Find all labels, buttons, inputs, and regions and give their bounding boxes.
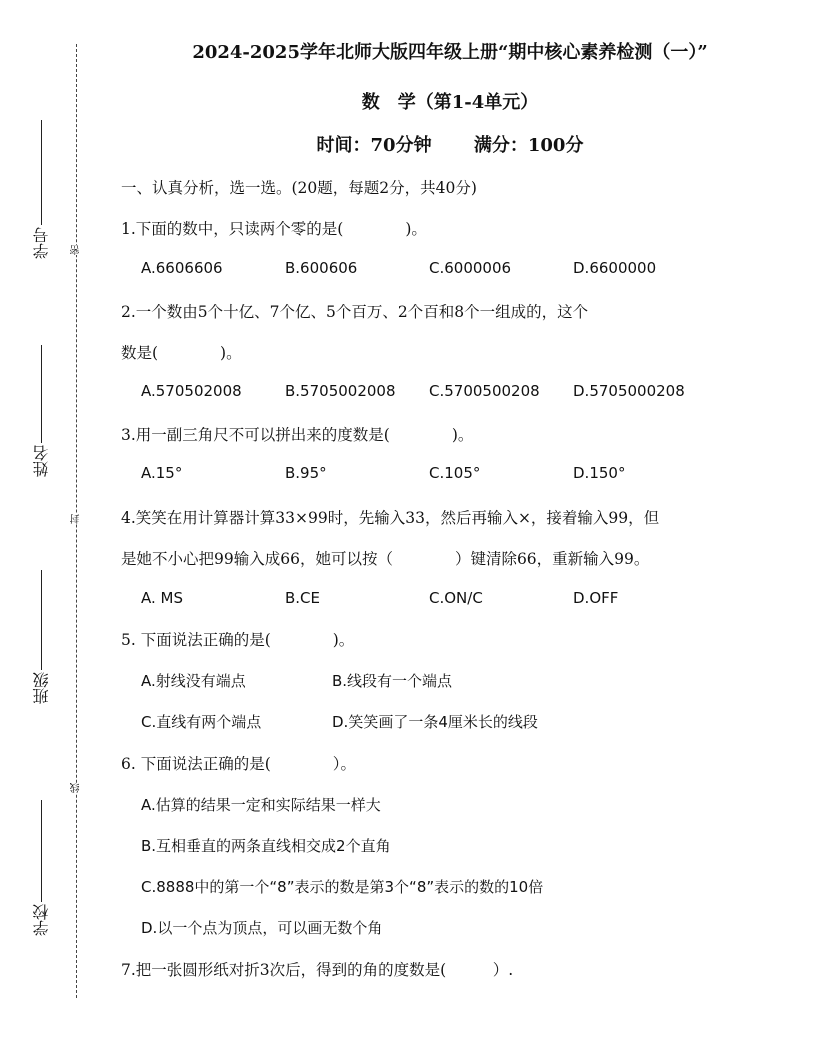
question-3-option-c: C.105° (429, 464, 481, 482)
question-3-option-a: A.15° (141, 464, 183, 482)
question-1-stem: 1.下面的数中，只读两个零的是( )。 (121, 220, 427, 238)
question-6-option-c: C.8888中的第一个“8”表示的数是第3个“8”表示的数的10倍 (141, 878, 544, 896)
school-label: 学校 (32, 904, 51, 936)
question-1-option-b: B.600606 (285, 259, 358, 277)
binding-margin (0, 0, 110, 1056)
student-name-label: 姓名 (32, 445, 51, 477)
student-id-blank (41, 120, 42, 225)
question-2-option-b: B.5705002008 (285, 382, 396, 400)
question-5-stem: 5. 下面说法正确的是( )。 (121, 631, 355, 649)
question-4-option-a: A. MS (141, 589, 183, 607)
question-5-option-a: A.射线没有端点 (141, 672, 246, 690)
question-2-stem-line1: 2.一个数由5个十亿、7个亿、5个百万、2个百和8个一组成的，这个 (121, 303, 589, 321)
question-6-option-d: D.以一个点为顶点，可以画无数个角 (141, 919, 383, 937)
question-4-stem-line2: 是她不小心把99输入成66，她可以按（ ）键清除66，重新输入99。 (121, 550, 650, 568)
question-3-stem: 3.用一副三角尺不可以拼出来的度数是( )。 (121, 426, 474, 444)
exam-title: 2024-2025学年北师大版四年级上册“期中核心素养检测（一）” (192, 42, 708, 63)
question-6-option-a: A.估算的结果一定和实际结果一样大 (141, 796, 381, 814)
question-7-stem: 7.把一张圆形纸对折3次后，得到的角的度数是( ）. (121, 961, 514, 979)
student-name-field (30, 345, 53, 477)
question-6-stem: 6. 下面说法正确的是( ）。 (121, 755, 357, 773)
question-2-option-a: A.570502008 (141, 382, 242, 400)
question-4-stem-line1: 4.笑笑在用计算器计算33×99时，先输入33，然后再输入×，接着输入99，但 (121, 509, 660, 527)
question-2-option-d: D.5705000208 (573, 382, 685, 400)
question-3-option-b: B.95° (285, 464, 327, 482)
seal-char-xian: 线 (71, 783, 82, 793)
exam-subject: 数 学（第1-4单元） (361, 92, 539, 113)
student-name-blank (41, 345, 42, 443)
question-4-option-b: B.CE (285, 589, 321, 607)
student-id-label: 学号 (32, 227, 51, 259)
school-field (30, 800, 53, 936)
question-4-option-c: C.ON/C (429, 589, 483, 607)
question-5-option-b: B.线段有一个端点 (332, 672, 453, 690)
class-label: 班级 (32, 672, 51, 704)
question-5-option-d: D.笑笑画了一条4厘米长的线段 (332, 713, 538, 731)
question-5-option-c: C.直线有两个端点 (141, 713, 262, 731)
class-field (30, 570, 53, 704)
question-2-option-c: C.5700500208 (429, 382, 540, 400)
exam-meta (130, 131, 770, 157)
question-1-option-c: C.6000006 (429, 259, 512, 277)
question-3-option-d: D.150° (573, 464, 626, 482)
class-blank (41, 570, 42, 670)
seal-char-mi: 密 (71, 245, 82, 255)
exam-time: 时间：70分钟 (316, 135, 432, 156)
question-1-option-a: A.6606606 (141, 259, 223, 277)
student-id-field (30, 120, 53, 259)
section-heading: 一、认真分析，选一选。(20题，每题2分，共40分) (121, 179, 477, 197)
question-2-stem-line2: 数是( )。 (121, 344, 242, 362)
question-6-option-b: B.互相垂直的两条直线相交成2个直角 (141, 837, 391, 855)
question-1-option-d: D.6600000 (573, 259, 657, 277)
exam-full-score: 满分：100分 (473, 135, 584, 156)
seal-char-feng: 封 (71, 514, 82, 524)
question-4-option-d: D.OFF (573, 589, 619, 607)
school-blank (41, 800, 42, 902)
